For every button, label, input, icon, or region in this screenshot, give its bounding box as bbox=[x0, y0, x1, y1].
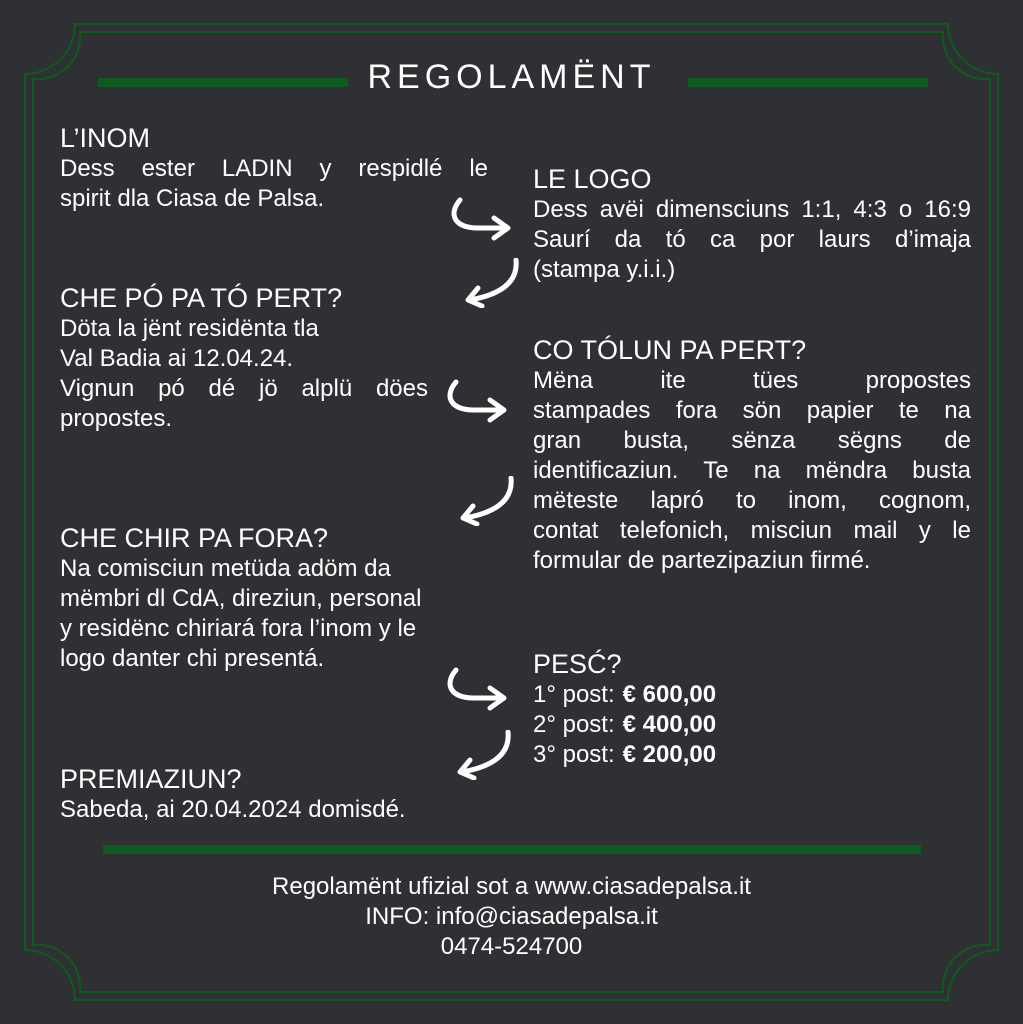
section-line: stampades fora sön papier te na bbox=[533, 397, 971, 424]
prize-amount: € 200,00 bbox=[622, 741, 717, 768]
section-line: contat telefonich, misciun mail y le bbox=[533, 517, 971, 544]
footer-rules-link[interactable]: Regolamënt ufizial sot a www.ciasadepalsa.it bbox=[272, 873, 751, 900]
section-inom bbox=[60, 122, 488, 214]
section-line: Vignun pó dé jö alplü döes bbox=[60, 375, 428, 402]
section-line: mëteste lapró to inom, cognom, bbox=[533, 487, 971, 514]
section-line: Mëna ite tües propostes bbox=[533, 367, 971, 394]
prize-place: 3° post: bbox=[533, 741, 615, 768]
section-line: Dess avëi dimensciuns 1:1, 4:3 o 16:9 bbox=[533, 196, 971, 223]
section-line: logo danter chi presentá. bbox=[60, 645, 325, 672]
section-che-chir bbox=[60, 522, 490, 674]
prize-row bbox=[533, 740, 833, 770]
section-line: y residënc chiriará fora l’inom y le bbox=[60, 615, 417, 642]
section-line: mëmbri dl CdA, direziun, personal bbox=[60, 585, 422, 612]
prize-row bbox=[533, 710, 833, 740]
footer-divider bbox=[103, 845, 921, 854]
prize-amount: € 400,00 bbox=[622, 711, 717, 738]
footer bbox=[0, 872, 1023, 962]
prize-place: 2° post: bbox=[533, 711, 615, 738]
curved-arrow-right-icon bbox=[440, 666, 516, 712]
section-line: Sabeda, ai 20.04.2024 domisdé. bbox=[60, 796, 406, 823]
section-heading: PESĆ? bbox=[533, 649, 622, 679]
section-line: gran busta, sënza sëgns de bbox=[533, 427, 971, 454]
curved-arrow-right-icon bbox=[448, 196, 516, 242]
section-line: propostes. bbox=[60, 405, 173, 432]
curved-arrow-down-left-icon bbox=[460, 258, 522, 308]
footer-phone: 0474-524700 bbox=[440, 933, 583, 960]
curved-arrow-down-left-icon bbox=[452, 730, 514, 780]
section-pesc bbox=[533, 648, 833, 770]
section-heading: CHE CHIR PA FORA? bbox=[60, 523, 329, 553]
section-line: (stampa y.i.i.) bbox=[533, 256, 676, 283]
curved-arrow-down-left-icon bbox=[455, 476, 517, 526]
section-line: Döta la jënt residënta tla bbox=[60, 315, 319, 342]
section-heading: CO TÓLUN PA PERT? bbox=[533, 335, 807, 365]
section-heading: LE LOGO bbox=[533, 164, 652, 194]
section-line: identificaziun. Te na mëndra busta bbox=[533, 457, 971, 484]
footer-info-email[interactable]: INFO: info@ciasadepalsa.it bbox=[365, 903, 658, 930]
prize-place: 1° post: bbox=[533, 681, 615, 708]
section-line: Saurí da tó ca por laurs d’imaja bbox=[533, 226, 971, 253]
section-premiaziun bbox=[60, 763, 500, 825]
section-line: Na comisciun metüda adöm da bbox=[60, 555, 391, 582]
prize-amount: € 600,00 bbox=[622, 681, 717, 708]
section-heading: L’INOM bbox=[60, 123, 151, 153]
section-heading: CHE PÓ PA TÓ PERT? bbox=[60, 283, 343, 313]
section-logo bbox=[533, 163, 971, 285]
section-co-tolun bbox=[533, 334, 971, 576]
section-line: Val Badia ai 12.04.24. bbox=[60, 345, 294, 372]
page-title: REGOLAMËNT bbox=[367, 58, 656, 96]
section-line: formular de partezipaziun firmé. bbox=[533, 547, 871, 574]
section-line: spirit dla Ciasa de Palsa. bbox=[60, 185, 325, 212]
section-line: Dess ester LADIN y respidlé le bbox=[60, 155, 488, 182]
section-che-po bbox=[60, 282, 428, 434]
curved-arrow-right-icon bbox=[440, 378, 516, 424]
section-heading: PREMIAZIUN? bbox=[60, 764, 242, 794]
prize-row bbox=[533, 680, 833, 710]
